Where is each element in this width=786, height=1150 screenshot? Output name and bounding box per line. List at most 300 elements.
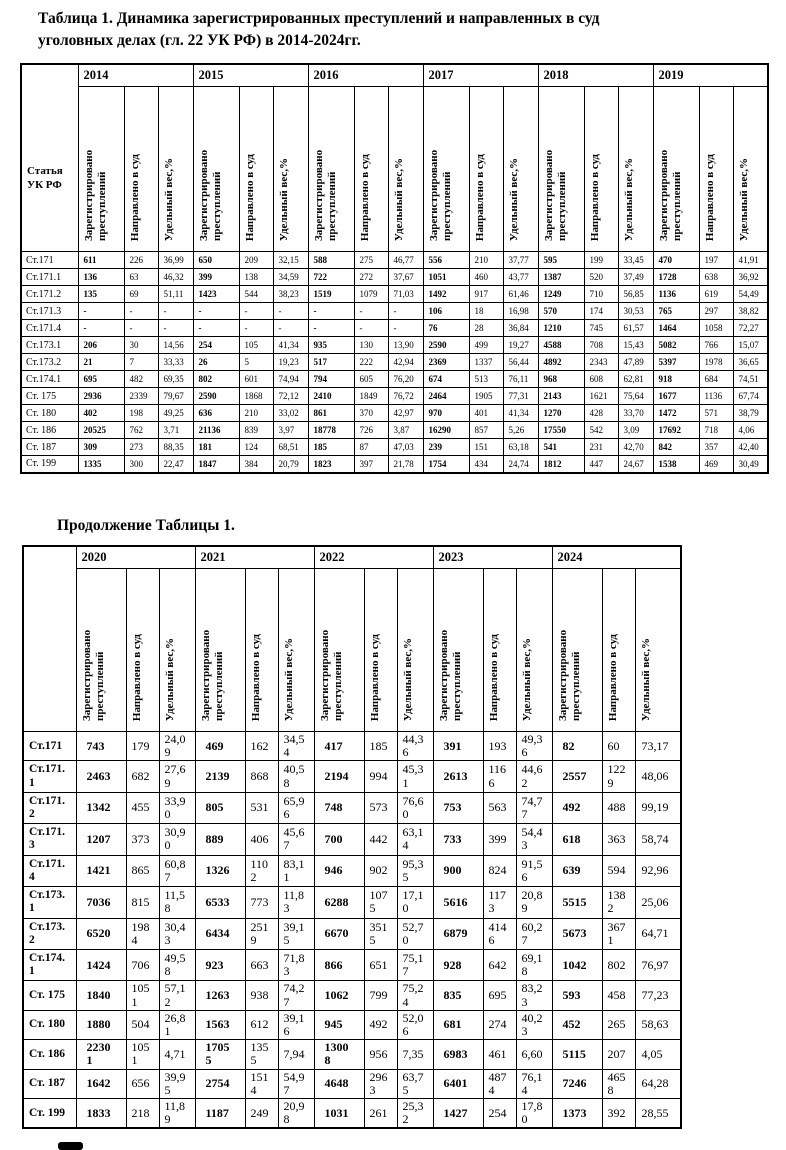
share-percent: 52,06 — [397, 1010, 433, 1039]
sent-to-court-count: 3515 — [364, 918, 397, 949]
share-percent: 4,06 — [733, 422, 768, 439]
column-header-share — [635, 569, 681, 732]
column-header-sent-to-court — [239, 87, 273, 252]
sent-to-court-count: 542 — [584, 422, 618, 439]
share-percent: 71,83 — [278, 950, 314, 981]
sent-to-court-count: 663 — [245, 950, 278, 981]
article-label: Ст.171.1 — [23, 761, 76, 792]
share-percent: - — [273, 320, 308, 337]
sent-to-court-count: 357 — [699, 439, 733, 456]
sent-to-court-count: 384 — [239, 456, 273, 473]
sent-to-court-count: 207 — [602, 1040, 635, 1069]
sent-to-court-count: 1382 — [602, 887, 635, 918]
sent-to-court-count: 2963 — [364, 1069, 397, 1098]
column-header-sent-to-court — [364, 569, 397, 732]
column-header-sent-to-court-label: Направлено в суд — [588, 153, 601, 241]
article-label: Ст. 199 — [21, 456, 78, 473]
sent-to-court-count: 226 — [124, 252, 158, 269]
registered-count: 7036 — [76, 887, 126, 918]
sent-to-court-count: 18 — [469, 303, 503, 320]
column-header-sent-to-court-label: Направлено в суд — [243, 153, 256, 241]
sent-to-court-count: 399 — [483, 824, 516, 855]
registered-count: 1823 — [308, 456, 354, 473]
registered-count: 835 — [433, 981, 483, 1010]
column-header-share-label: Удельный вес,% — [277, 157, 290, 241]
sent-to-court-count: 28 — [469, 320, 503, 337]
column-header-share-label: Удельный вес,% — [622, 157, 635, 241]
registered-count: 1335 — [78, 456, 124, 473]
share-percent: 44,62 — [516, 761, 552, 792]
table-row — [23, 1010, 681, 1039]
registered-count: 1424 — [76, 950, 126, 981]
column-header-registered-label: Зарегистрировано преступлений — [657, 149, 683, 241]
year-header: 2023 — [433, 546, 552, 569]
share-percent: 33,33 — [158, 354, 193, 371]
share-percent: 58,63 — [635, 1010, 681, 1039]
sent-to-court-count: 531 — [245, 792, 278, 823]
share-percent: 42,70 — [618, 439, 653, 456]
column-header-registered — [653, 87, 699, 252]
sent-to-court-count: 1136 — [699, 388, 733, 405]
sent-to-court-count: 261 — [364, 1098, 397, 1128]
sent-to-court-count: 608 — [584, 371, 618, 388]
share-percent: 30,53 — [618, 303, 653, 320]
sent-to-court-count: 2339 — [124, 388, 158, 405]
registered-count: 18778 — [308, 422, 354, 439]
sent-to-court-count: 373 — [126, 824, 159, 855]
article-label: Ст. 199 — [23, 1098, 76, 1128]
column-header-share-label: Удельный вес,% — [282, 637, 295, 721]
share-percent: 7,35 — [397, 1040, 433, 1069]
registered-count: 1492 — [423, 286, 469, 303]
share-percent: 4,71 — [159, 1040, 195, 1069]
registered-count: 391 — [433, 732, 483, 761]
registered-count: 2194 — [314, 761, 364, 792]
registered-count: 1210 — [538, 320, 584, 337]
registered-count: 21136 — [193, 422, 239, 439]
sent-to-court-count: 504 — [126, 1010, 159, 1039]
share-percent: 45,31 — [397, 761, 433, 792]
share-percent: 63,18 — [503, 439, 538, 456]
column-header-share-label: Удельный вес,% — [162, 157, 175, 241]
table-row — [21, 422, 768, 439]
column-header-sent-to-court-label: Направлено в суд — [130, 633, 143, 721]
registered-count: 402 — [78, 405, 124, 422]
share-percent: 74,27 — [278, 981, 314, 1010]
share-percent: 65,96 — [278, 792, 314, 823]
sent-to-court-count: - — [354, 320, 388, 337]
article-label: Ст.171.1 — [21, 269, 78, 286]
column-header-row — [21, 87, 768, 252]
share-percent: 44,36 — [397, 732, 433, 761]
sent-to-court-count: - — [354, 303, 388, 320]
share-percent: 20,98 — [278, 1098, 314, 1128]
registered-count: 1833 — [76, 1098, 126, 1128]
registered-count: 753 — [433, 792, 483, 823]
registered-count: 570 — [538, 303, 584, 320]
share-percent: 38,79 — [733, 405, 768, 422]
registered-count: 556 — [423, 252, 469, 269]
table-row — [21, 405, 768, 422]
registered-count: 866 — [314, 950, 364, 981]
share-percent: 14,56 — [158, 337, 193, 354]
share-percent: 46,32 — [158, 269, 193, 286]
year-header: 2018 — [538, 64, 653, 87]
share-percent: 30,90 — [159, 824, 195, 855]
sent-to-court-count: 499 — [469, 337, 503, 354]
article-label: Ст.173.1 — [21, 337, 78, 354]
crime-statistics-table-2020-2024 — [22, 545, 682, 1129]
registered-count: 254 — [193, 337, 239, 354]
registered-count: 22301 — [76, 1040, 126, 1069]
article-label: Ст. 187 — [21, 439, 78, 456]
column-header-share — [733, 87, 768, 252]
column-header-registered — [78, 87, 124, 252]
registered-count: 842 — [653, 439, 699, 456]
column-header-sent-to-court — [483, 569, 516, 732]
share-percent: 56,44 — [503, 354, 538, 371]
sent-to-court-count: 197 — [699, 252, 733, 269]
crime-statistics-table-2014-2019 — [20, 63, 769, 474]
registered-count: 945 — [314, 1010, 364, 1039]
table-row — [23, 761, 681, 792]
share-percent: 19,27 — [503, 337, 538, 354]
registered-count: 5397 — [653, 354, 699, 371]
share-percent: 20,79 — [273, 456, 308, 473]
registered-count: 1427 — [433, 1098, 483, 1128]
registered-count: 181 — [193, 439, 239, 456]
sent-to-court-count: - — [239, 303, 273, 320]
sent-to-court-count: 1051 — [126, 1040, 159, 1069]
registered-count: 900 — [433, 855, 483, 886]
registered-count: 1207 — [76, 824, 126, 855]
share-percent: 40,58 — [278, 761, 314, 792]
article-label: Ст.171.2 — [21, 286, 78, 303]
column-header-registered-label: Зарегистрировано преступлений — [80, 629, 106, 721]
sent-to-court-count: 857 — [469, 422, 503, 439]
share-percent: 11,89 — [159, 1098, 195, 1128]
share-percent: 91,56 — [516, 855, 552, 886]
column-header-share — [516, 569, 552, 732]
share-percent: 45,67 — [278, 824, 314, 855]
registered-count: 918 — [653, 371, 699, 388]
column-header-sent-to-court-label: Направлено в суд — [473, 153, 486, 241]
column-header-registered — [76, 569, 126, 732]
sent-to-court-count: 162 — [245, 732, 278, 761]
sent-to-court-count: 218 — [126, 1098, 159, 1128]
registered-count: 6879 — [433, 918, 483, 949]
sent-to-court-count: 1102 — [245, 855, 278, 886]
sent-to-court-count: 460 — [469, 269, 503, 286]
sent-to-court-count: 563 — [483, 792, 516, 823]
registered-count: 5673 — [552, 918, 602, 949]
registered-count: 700 — [314, 824, 364, 855]
sent-to-court-count: 1355 — [245, 1040, 278, 1069]
registered-count: 968 — [538, 371, 584, 388]
registered-count: - — [78, 320, 124, 337]
share-percent: 30,43 — [159, 918, 195, 949]
table-title — [38, 8, 758, 53]
share-percent: 42,40 — [733, 439, 768, 456]
sent-to-court-count: 272 — [354, 269, 388, 286]
registered-count: 5115 — [552, 1040, 602, 1069]
sent-to-court-count: 130 — [354, 337, 388, 354]
article-label: Ст.174.1 — [23, 950, 76, 981]
sent-to-court-count: 275 — [354, 252, 388, 269]
share-percent: 69,18 — [516, 950, 552, 981]
column-header-sent-to-court — [469, 87, 503, 252]
sent-to-court-count: 868 — [245, 761, 278, 792]
registered-count: 82 — [552, 732, 602, 761]
registered-count: 470 — [653, 252, 699, 269]
column-header-sent-to-court-label: Направлено в суд — [487, 633, 500, 721]
registered-count: - — [193, 320, 239, 337]
column-header-share-label: Удельный вес,% — [163, 637, 176, 721]
registered-count: 2369 — [423, 354, 469, 371]
share-percent: 16,98 — [503, 303, 538, 320]
share-percent: 46,77 — [388, 252, 423, 269]
article-label: Ст.171 — [23, 732, 76, 761]
registered-count: - — [308, 320, 354, 337]
column-header-share-label: Удельный вес,% — [737, 157, 750, 241]
article-label: Ст.171.4 — [23, 855, 76, 886]
sent-to-court-count: 300 — [124, 456, 158, 473]
registered-count: 6983 — [433, 1040, 483, 1069]
share-percent: 60,27 — [516, 918, 552, 949]
registered-count: 1136 — [653, 286, 699, 303]
sent-to-court-count: 1075 — [364, 887, 397, 918]
column-header-registered — [193, 87, 239, 252]
table-row — [23, 918, 681, 949]
sent-to-court-count: 488 — [602, 792, 635, 823]
column-header-registered-label: Зарегистрировано преступлений — [197, 149, 223, 241]
table-row — [21, 337, 768, 354]
sent-to-court-count: 30 — [124, 337, 158, 354]
registered-count: 2464 — [423, 388, 469, 405]
sent-to-court-count: 199 — [584, 252, 618, 269]
sent-to-court-count: 265 — [602, 1010, 635, 1039]
sent-to-court-count: 105 — [239, 337, 273, 354]
registered-count: 618 — [552, 824, 602, 855]
sent-to-court-count: 520 — [584, 269, 618, 286]
sent-to-court-count: 619 — [699, 286, 733, 303]
column-header-sent-to-court-label: Направлено в суд — [128, 153, 141, 241]
registered-count: 309 — [78, 439, 124, 456]
sent-to-court-count: 1905 — [469, 388, 503, 405]
share-percent: 99,19 — [635, 792, 681, 823]
share-percent: 36,92 — [733, 269, 768, 286]
registered-count: 650 — [193, 252, 239, 269]
share-percent: 36,99 — [158, 252, 193, 269]
share-percent: 21,78 — [388, 456, 423, 473]
sent-to-court-count: 210 — [239, 405, 273, 422]
column-header-share — [618, 87, 653, 252]
sent-to-court-count: 938 — [245, 981, 278, 1010]
sent-to-court-count: 363 — [602, 824, 635, 855]
share-percent: 61,57 — [618, 320, 653, 337]
registered-count: 611 — [78, 252, 124, 269]
registered-count: 639 — [552, 855, 602, 886]
column-header-sent-to-court — [126, 569, 159, 732]
registered-count: 1270 — [538, 405, 584, 422]
column-header-registered — [195, 569, 245, 732]
sent-to-court-count: 249 — [245, 1098, 278, 1128]
sent-to-court-count: - — [124, 303, 158, 320]
share-percent: 58,74 — [635, 824, 681, 855]
table-row — [21, 371, 768, 388]
year-header: 2015 — [193, 64, 308, 87]
registered-count: 13008 — [314, 1040, 364, 1069]
sent-to-court-count: 1229 — [602, 761, 635, 792]
registered-count: 2754 — [195, 1069, 245, 1098]
registered-count: 2463 — [76, 761, 126, 792]
sent-to-court-count: 434 — [469, 456, 503, 473]
sent-to-court-count: 573 — [364, 792, 397, 823]
share-percent: 11,83 — [278, 887, 314, 918]
sent-to-court-count: 708 — [584, 337, 618, 354]
share-percent: 3,71 — [158, 422, 193, 439]
registered-count: 6401 — [433, 1069, 483, 1098]
registered-count: 889 — [195, 824, 245, 855]
share-percent: 88,35 — [158, 439, 193, 456]
share-percent: 33,02 — [273, 405, 308, 422]
share-percent: 39,15 — [278, 918, 314, 949]
share-percent: 17,80 — [516, 1098, 552, 1128]
table-title-line2: уголовных делах (гл. 22 УК РФ) в 2014-2024гг. — [38, 32, 361, 50]
registered-count: 1812 — [538, 456, 584, 473]
sent-to-court-count: 802 — [602, 950, 635, 981]
sent-to-court-count: 1079 — [354, 286, 388, 303]
share-percent: - — [388, 303, 423, 320]
share-percent: 56,85 — [618, 286, 653, 303]
share-percent: 41,34 — [273, 337, 308, 354]
sent-to-court-count: 815 — [126, 887, 159, 918]
article-label: Ст. 175 — [21, 388, 78, 405]
column-header-share — [273, 87, 308, 252]
table-row — [21, 303, 768, 320]
column-header-sent-to-court — [354, 87, 388, 252]
registered-count: 1051 — [423, 269, 469, 286]
sent-to-court-count: 651 — [364, 950, 397, 981]
share-percent: 39,95 — [159, 1069, 195, 1098]
table-row — [23, 887, 681, 918]
share-percent: 76,11 — [503, 371, 538, 388]
share-percent: 42,94 — [388, 354, 423, 371]
registered-count: 5082 — [653, 337, 699, 354]
sent-to-court-count: 571 — [699, 405, 733, 422]
sent-to-court-count: 193 — [483, 732, 516, 761]
share-percent: 33,90 — [159, 792, 195, 823]
registered-count: 7246 — [552, 1069, 602, 1098]
article-label: Ст. 175 — [23, 981, 76, 1010]
table-row — [23, 950, 681, 981]
table-row — [21, 354, 768, 371]
table-row — [23, 1040, 681, 1069]
registered-count: 6533 — [195, 887, 245, 918]
registered-count: 2143 — [538, 388, 584, 405]
column-header-sent-to-court-label: Направлено в суд — [606, 633, 619, 721]
table-row — [21, 456, 768, 473]
column-header-registered — [538, 87, 584, 252]
share-percent: 75,17 — [397, 950, 433, 981]
sent-to-court-count: 4874 — [483, 1069, 516, 1098]
share-percent: 83,11 — [278, 855, 314, 886]
registered-count: 1263 — [195, 981, 245, 1010]
registered-count: 1042 — [552, 950, 602, 981]
registered-count: 946 — [314, 855, 364, 886]
column-header-share-label: Удельный вес,% — [392, 157, 405, 241]
sent-to-court-count: 442 — [364, 824, 397, 855]
share-percent: 49,36 — [516, 732, 552, 761]
share-percent: 51,11 — [158, 286, 193, 303]
column-header-registered-label: Зарегистрировано преступлений — [437, 629, 463, 721]
registered-count: 1677 — [653, 388, 699, 405]
article-label: Ст.174.1 — [21, 371, 78, 388]
table-row — [21, 252, 768, 269]
share-percent: 22,47 — [158, 456, 193, 473]
column-header-registered-label: Зарегистрировано преступлений — [542, 149, 568, 241]
registered-count: 6288 — [314, 887, 364, 918]
column-header-registered — [423, 87, 469, 252]
share-percent: 5,26 — [503, 422, 538, 439]
column-header-row — [23, 569, 681, 732]
share-percent: 34,59 — [273, 269, 308, 286]
registered-count: 1538 — [653, 456, 699, 473]
sent-to-court-count: 5 — [239, 354, 273, 371]
registered-count: 2590 — [423, 337, 469, 354]
registered-count: 861 — [308, 405, 354, 422]
registered-count: 1373 — [552, 1098, 602, 1128]
sent-to-court-count: 601 — [239, 371, 273, 388]
sent-to-court-count: 839 — [239, 422, 273, 439]
sent-to-court-count: 63 — [124, 269, 158, 286]
registered-count: 970 — [423, 405, 469, 422]
registered-count: 17692 — [653, 422, 699, 439]
sent-to-court-count: 994 — [364, 761, 397, 792]
share-percent: 60,87 — [159, 855, 195, 886]
column-header-share-label: Удельный вес,% — [520, 637, 533, 721]
share-percent: 75,24 — [397, 981, 433, 1010]
registered-count: 1880 — [76, 1010, 126, 1039]
sent-to-court-count: 638 — [699, 269, 733, 286]
column-header-registered-label: Зарегистрировано преступлений — [318, 629, 344, 721]
registered-count: 695 — [78, 371, 124, 388]
column-header-sent-to-court-label: Направлено в суд — [368, 633, 381, 721]
registered-count: 517 — [308, 354, 354, 371]
column-header-sent-to-court — [245, 569, 278, 732]
registered-count: 17055 — [195, 1040, 245, 1069]
year-header: 2019 — [653, 64, 768, 87]
sent-to-court-count: 4146 — [483, 918, 516, 949]
share-percent: - — [273, 303, 308, 320]
column-header-registered-label: Зарегистрировано преступлений — [427, 149, 453, 241]
registered-count: 935 — [308, 337, 354, 354]
column-header-share-label: Удельный вес,% — [507, 157, 520, 241]
share-percent: 7,94 — [278, 1040, 314, 1069]
registered-count: 928 — [433, 950, 483, 981]
article-label: Ст.173.2 — [21, 354, 78, 371]
share-percent: 39,16 — [278, 1010, 314, 1039]
share-percent: 77,23 — [635, 981, 681, 1010]
column-header-share — [159, 569, 195, 732]
sent-to-court-count: 469 — [699, 456, 733, 473]
sent-to-court-count: 902 — [364, 855, 397, 886]
column-header-registered-label: Зарегистрировано преступлений — [312, 149, 338, 241]
sent-to-court-count: 824 — [483, 855, 516, 886]
sent-to-court-count: 726 — [354, 422, 388, 439]
column-header-registered — [433, 569, 483, 732]
share-percent: 71,03 — [388, 286, 423, 303]
